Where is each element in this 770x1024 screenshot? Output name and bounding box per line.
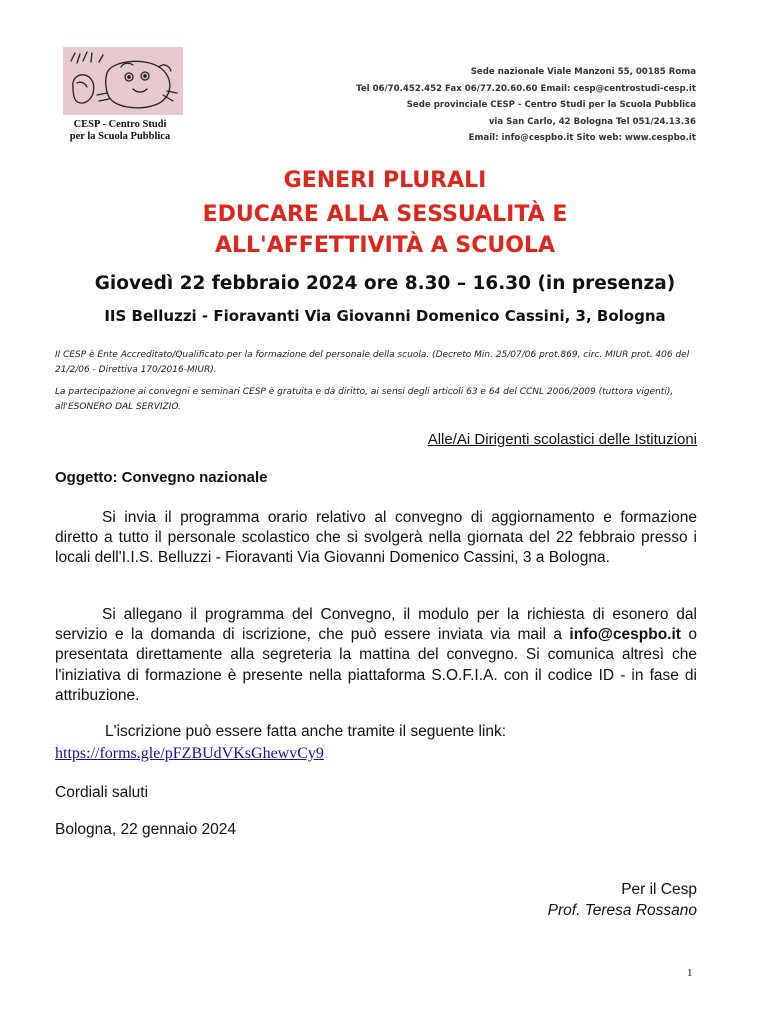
accreditation-note: Il CESP è Ente Accreditato/Qualificato per la formazione del personale della scuola. (Decreto Min. 25/07/06 prot.869, circ. MIUR prot. 406 del 21/2/06 - Direttiva 170/2016-MIUR). <box>55 350 690 375</box>
header-line-email-web: Email: info@cespbo.it Sito web: www.cespbo.it <box>468 133 696 143</box>
paragraph-2 <box>55 605 697 706</box>
greeting: Cordiali saluti <box>55 784 149 801</box>
logo-caption-line2: per la Scuola Pubblica <box>69 131 171 142</box>
participation-note: La partecipazione ai convegni e seminari CESP è gratuita e dà diritto, ai sensi degli articoli 63 e 64 del CCNL 2006/2009 (tuttora vigenti), all'ESONERO DAL SERVIZIO. <box>55 387 674 412</box>
cesp-logo <box>55 47 185 143</box>
link-intro-text: L'iscrizione può essere fatta anche tramite il seguente link: <box>105 723 507 740</box>
logo-doodle-icon <box>63 47 183 115</box>
header-line-national-seat: Sede nazionale Viale Manzoni 55, 00185 Roma <box>470 67 696 77</box>
paragraph-2-after: o presentata direttamente alla segreteria la mattina del convegno. Si comunica altresì che l'iniziativa di formazione è presente nella piattaforma S.O.F.I.A. con il codice ID - in fase di attribuzione. <box>55 626 698 704</box>
email-link[interactable]: info@cespbo.it <box>569 626 681 644</box>
logo-caption <box>55 119 185 143</box>
paragraph-1 <box>55 508 697 569</box>
event-date: Giovedì 22 febbraio 2024 ore 8.30 – 16.30 (in presenza) <box>94 273 676 294</box>
title-line2: EDUCARE ALLA SESSUALITÀ E <box>202 202 568 227</box>
link-intro <box>55 722 506 742</box>
header-line-provincial-seat: Sede provinciale CESP - Centro Studi per la Scuola Pubblica <box>406 100 696 110</box>
recipient: Alle/Ai Dirigenti scolastici delle Istituzioni <box>427 431 697 448</box>
form-link[interactable]: https://forms.gle/pFZBUdVKsGhewvCy9 <box>55 745 324 762</box>
page-number: 1 <box>687 967 693 979</box>
logo-caption-line1: CESP - Centro Studi <box>73 119 167 130</box>
paragraph-2-before: Si allegano il programma del Convegno, il modulo per la richiesta di esonero dal servizio e la domanda di iscrizione, che può essere inviata via mail a <box>55 606 697 644</box>
signature-org: Per il Cesp <box>621 881 697 898</box>
logo-drawing <box>63 47 183 115</box>
title-line1: GENERI PLURALI <box>283 168 487 193</box>
signature-name: Prof. Teresa Rossano <box>547 902 697 919</box>
paragraph-1-text: Si invia il programma orario relativo al convegno di aggiornamento e formazione diretto a tutto il personale scolastico che si svolgerà nella giornata del 22 febbraio presso i locali dell'I.I.S. Belluzzi - Fioravanti Via Giovanni Domenico Cassini, 3 a Bologna. <box>55 509 697 567</box>
header-contacts <box>356 64 696 147</box>
place-date: Bologna, 22 gennaio 2024 <box>55 821 236 838</box>
header-line-address: via San Carlo, 42 Bologna Tel 051/24.13.36 <box>488 116 696 127</box>
subject: Oggetto: Convegno nazionale <box>55 469 268 486</box>
event-place: IIS Belluzzi - Fioravanti Via Giovanni Domenico Cassini, 3, Bologna <box>104 307 666 325</box>
title-line3: ALL'AFFETTIVITÀ A SCUOLA <box>214 233 556 258</box>
header-line-phone: Tel 06/70.452.452 Fax 06/77.20.60.60 Email: cesp@centrostudi-cesp.it <box>356 83 696 94</box>
